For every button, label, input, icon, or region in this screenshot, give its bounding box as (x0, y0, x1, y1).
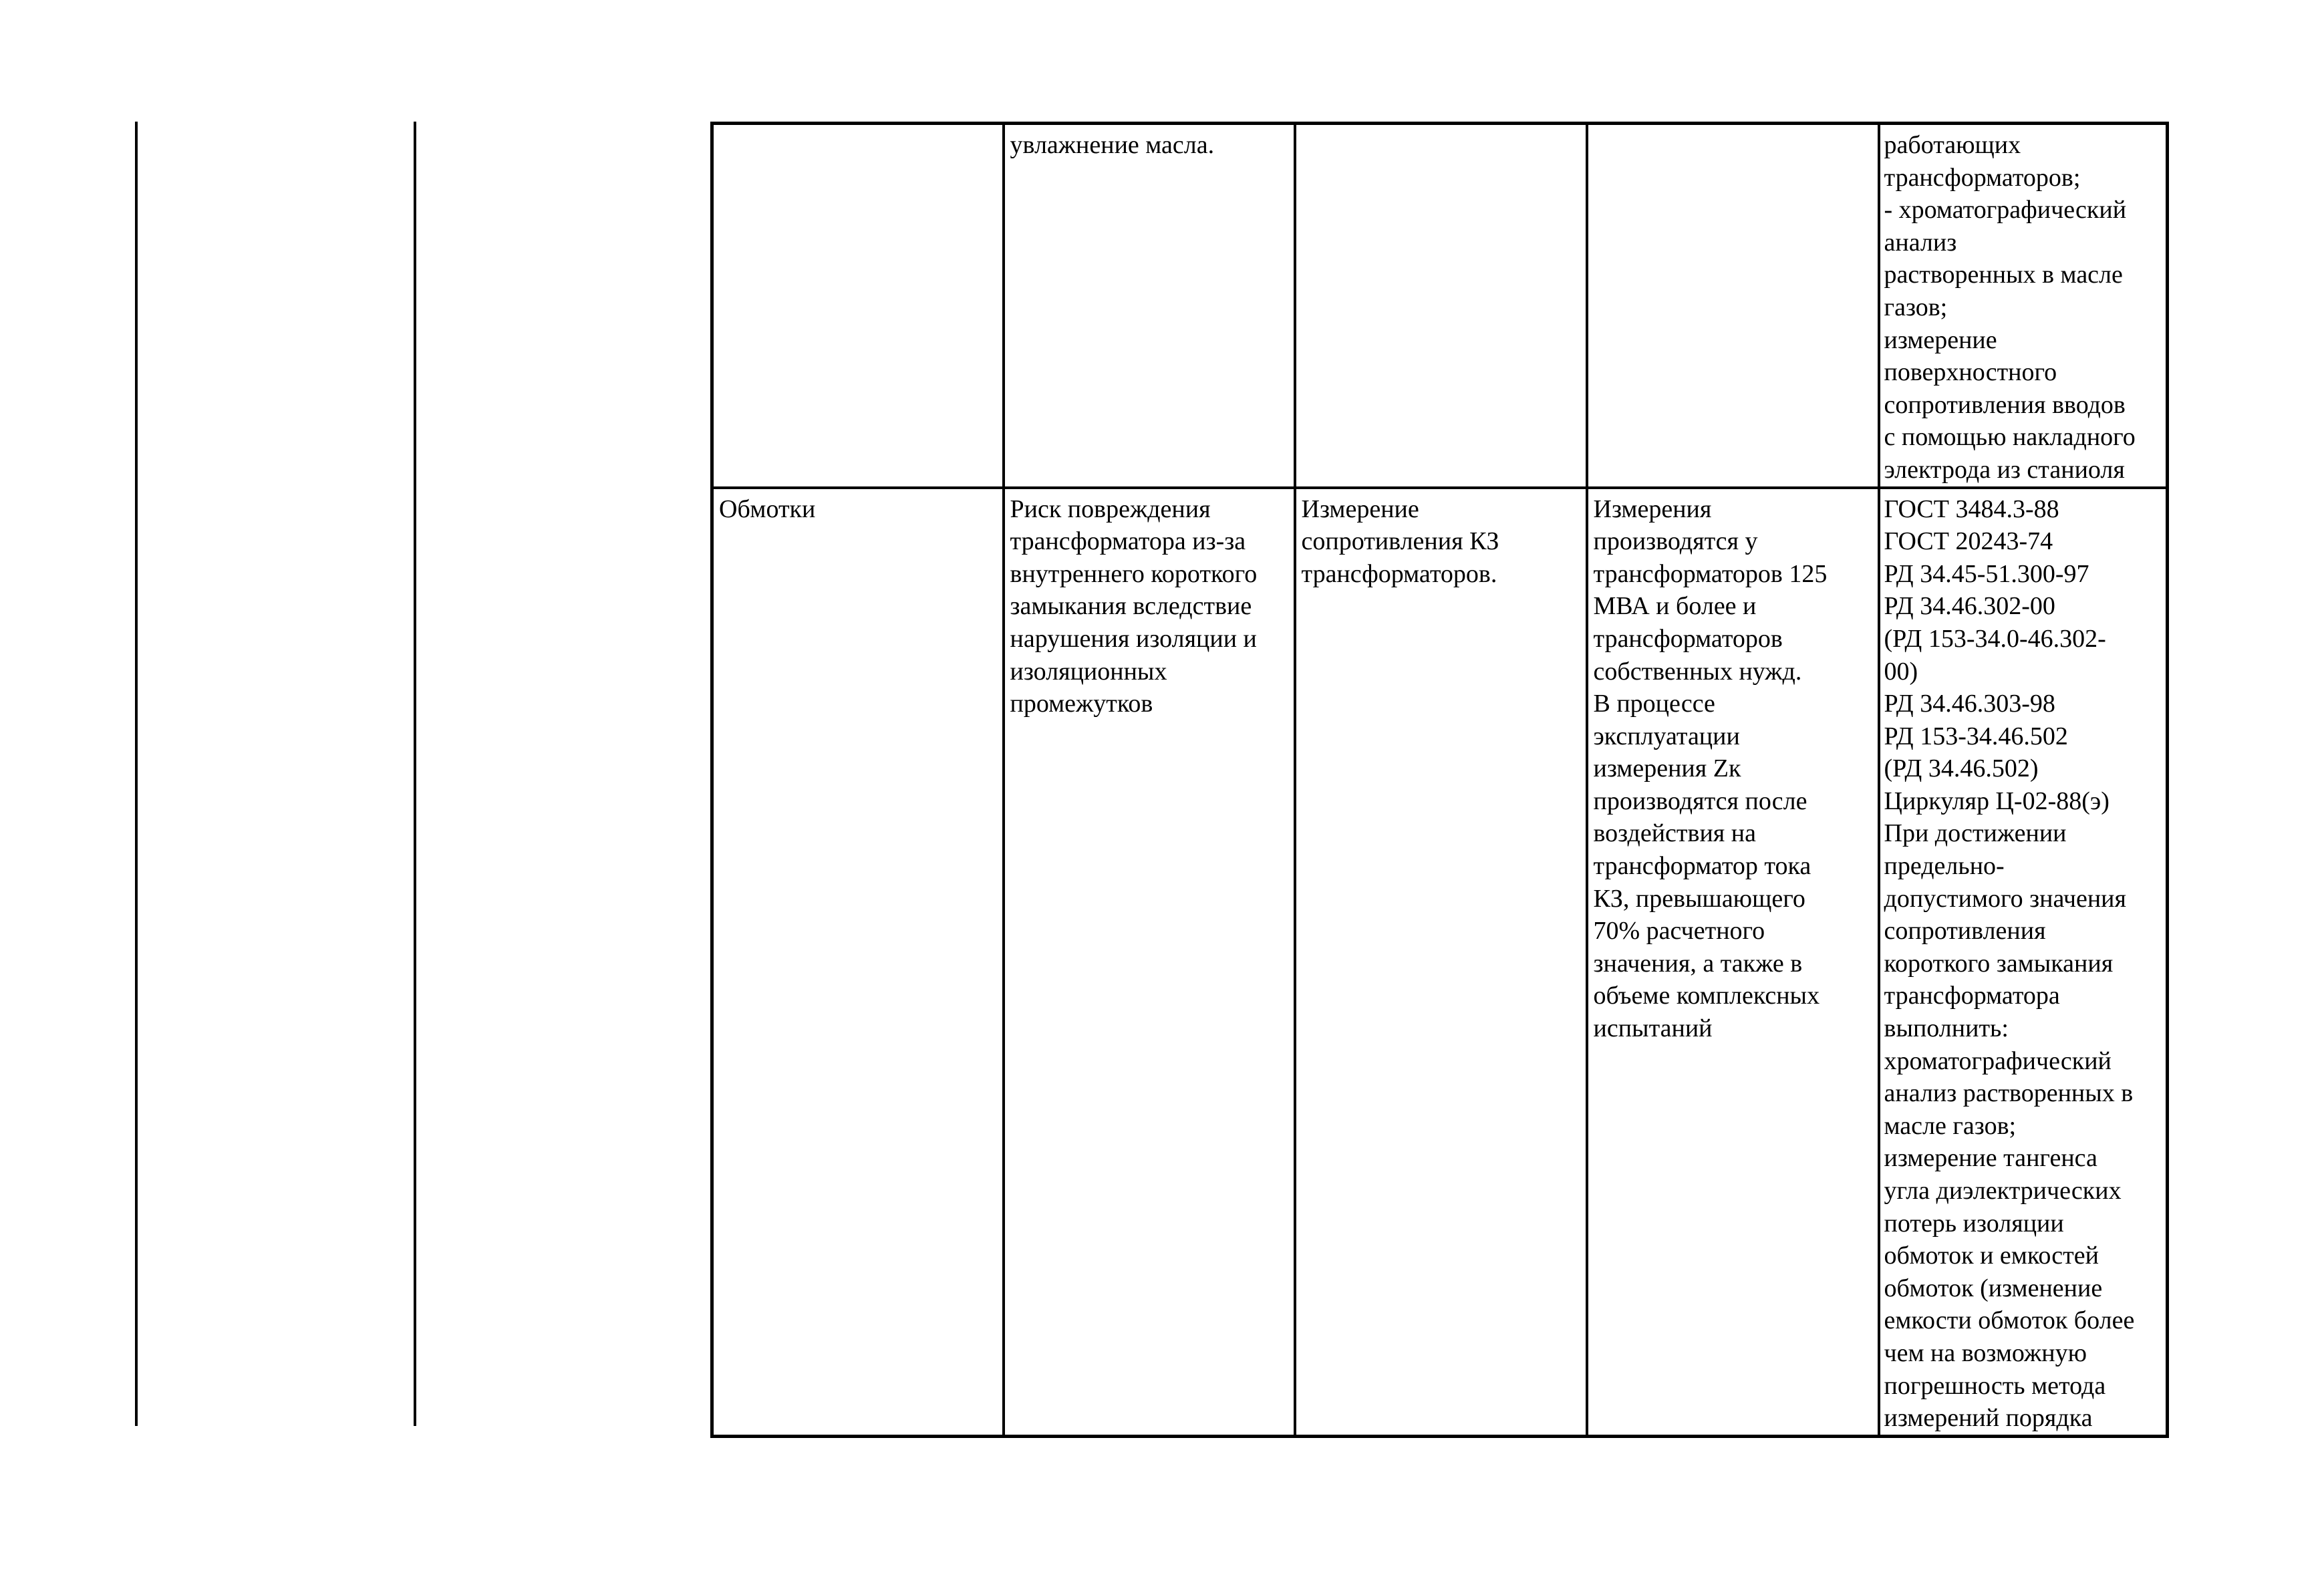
table-row (712, 488, 2168, 1437)
left-margin-rule-1 (135, 122, 138, 1426)
table-cell-element: Обмотки (712, 488, 1004, 1437)
table-row (712, 124, 2168, 488)
table-cell-documents: ГОСТ 3484.3-88 ГОСТ 20243-74 РД 34.45-51.300-97 РД 34.46.302-00 (РД 153-34.0-46.302- 00) РД 34.46.303-98 РД 153-34.46.502 (РД 34.46.502) Циркуляр Ц-02-88(э) При достижении предельно- допустимого значения сопротивления короткого замыкания трансформатора выполнить: хроматографический анализ растворенных в масле газов; измерение тангенса угла диэлектрических потерь изоляции обмоток и емкостей обмоток (изменение емкости обмоток более чем на возможную погрешность метода измерений порядка (1879, 488, 2168, 1437)
table-cell-conditions (1587, 124, 1879, 488)
table-cell-risk: Риск повреждения трансформатора из-за внутреннего короткого замыкания вследствие нарушения изоляции и изоляционных промежутков (1004, 488, 1295, 1437)
table-cell-measure (1295, 124, 1587, 488)
left-margin-rule-2 (414, 122, 416, 1426)
table-cell-risk: увлажнение масла. (1004, 124, 1295, 488)
table-cell-conditions: Измерения производятся у трансформаторов 125 МВА и более и трансформаторов собственных нужд. В процессе эксплуатации измерения Zк производятся после воздействия на трансформатор тока КЗ, превышающего 70% расчетного значения, а также в объеме комплексных испытаний (1587, 488, 1879, 1437)
table-cell-element (712, 124, 1004, 488)
table-cell-measure: Измерение сопротивления КЗ трансформаторов. (1295, 488, 1587, 1437)
requirements-table (710, 122, 2169, 1438)
table-cell-documents: работающих трансформаторов; - хроматографический анализ растворенных в масле газов; измерение поверхностного сопротивления вводов с помощью накладного электрода из станиоля (1879, 124, 2168, 488)
